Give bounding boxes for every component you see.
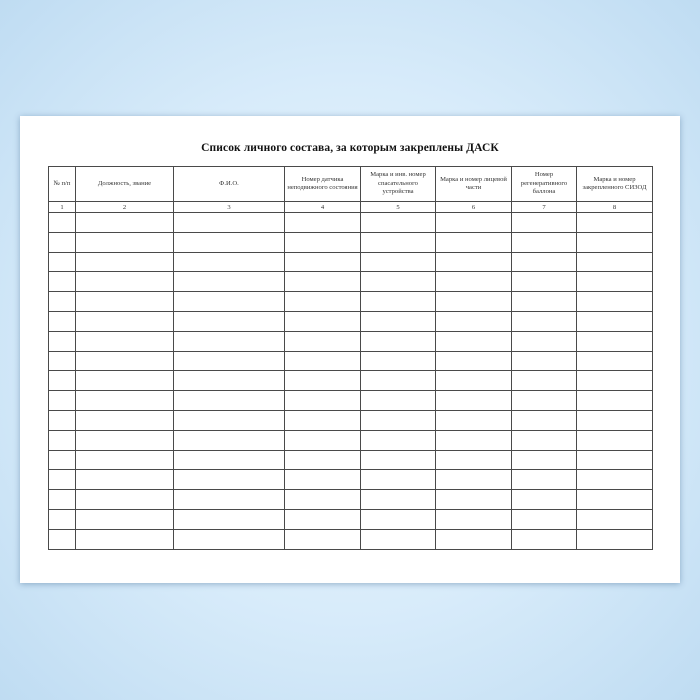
- table-cell: [285, 430, 361, 450]
- table-cell: [49, 213, 76, 233]
- table-cell: [174, 292, 285, 312]
- table-cell: [285, 351, 361, 371]
- table-cell: [361, 311, 436, 331]
- table-cell: [361, 410, 436, 430]
- table-cell: [436, 450, 512, 470]
- table-cell: [174, 509, 285, 529]
- table-cell: [76, 272, 174, 292]
- column-number: 5: [361, 202, 436, 213]
- table-cell: [49, 331, 76, 351]
- table-cell: [174, 430, 285, 450]
- table-cell: [436, 509, 512, 529]
- table-cell: [49, 351, 76, 371]
- table-cell: [285, 509, 361, 529]
- table-cell: [361, 391, 436, 411]
- table-row: [49, 490, 653, 510]
- document-title: Список личного состава, за которым закреплены ДАСК: [201, 142, 499, 154]
- table-cell: [436, 410, 512, 430]
- table-cell: [285, 232, 361, 252]
- table-cell: [577, 529, 653, 549]
- table-cell: [174, 450, 285, 470]
- table-row: [49, 391, 653, 411]
- table-cell: [512, 470, 577, 490]
- table-cell: [577, 272, 653, 292]
- table-cell: [174, 252, 285, 272]
- table-cell: [285, 331, 361, 351]
- column-number: 2: [76, 202, 174, 213]
- table-cell: [361, 292, 436, 312]
- table-cell: [174, 311, 285, 331]
- table-cell: [49, 252, 76, 272]
- table-cell: [512, 509, 577, 529]
- table-cell: [512, 272, 577, 292]
- table-cell: [76, 351, 174, 371]
- table-cell: [285, 252, 361, 272]
- table-cell: [285, 470, 361, 490]
- table-cell: [49, 371, 76, 391]
- table-cell: [361, 470, 436, 490]
- table-cell: [174, 351, 285, 371]
- table-cell: [436, 351, 512, 371]
- table-cell: [577, 450, 653, 470]
- table-cell: [76, 252, 174, 272]
- column-header: Номер регенеративного баллона: [512, 167, 577, 202]
- table-cell: [174, 213, 285, 233]
- table-cell: [285, 410, 361, 430]
- table-row: [49, 292, 653, 312]
- table-cell: [76, 490, 174, 510]
- table-cell: [49, 272, 76, 292]
- table-cell: [285, 529, 361, 549]
- table-cell: [512, 410, 577, 430]
- table-cell: [512, 529, 577, 549]
- table-row: [49, 509, 653, 529]
- personnel-table: [48, 166, 653, 550]
- table-row: [49, 351, 653, 371]
- table-cell: [285, 490, 361, 510]
- table-row: [49, 470, 653, 490]
- table-cell: [76, 470, 174, 490]
- column-number-row: [49, 202, 653, 213]
- table-header-row: [49, 167, 653, 202]
- column-number: 7: [512, 202, 577, 213]
- table-cell: [577, 331, 653, 351]
- table-cell: [436, 331, 512, 351]
- table-cell: [174, 490, 285, 510]
- table-cell: [174, 272, 285, 292]
- table-cell: [577, 391, 653, 411]
- table-cell: [436, 490, 512, 510]
- table-cell: [361, 490, 436, 510]
- table-cell: [174, 232, 285, 252]
- table-cell: [49, 509, 76, 529]
- table-cell: [76, 232, 174, 252]
- table-cell: [361, 331, 436, 351]
- table-cell: [512, 450, 577, 470]
- table-cell: [577, 490, 653, 510]
- table-cell: [577, 371, 653, 391]
- table-row: [49, 410, 653, 430]
- table-cell: [361, 213, 436, 233]
- table-row: [49, 252, 653, 272]
- table-cell: [436, 391, 512, 411]
- column-number: 8: [577, 202, 653, 213]
- table-cell: [76, 410, 174, 430]
- table-cell: [285, 272, 361, 292]
- table-cell: [361, 232, 436, 252]
- table-cell: [285, 391, 361, 411]
- table-cell: [512, 490, 577, 510]
- table-cell: [512, 351, 577, 371]
- table-cell: [361, 529, 436, 549]
- table-cell: [76, 213, 174, 233]
- table-cell: [577, 292, 653, 312]
- table-cell: [76, 529, 174, 549]
- table-cell: [436, 292, 512, 312]
- table-row: [49, 430, 653, 450]
- table-cell: [174, 391, 285, 411]
- table-row: [49, 232, 653, 252]
- table-cell: [76, 331, 174, 351]
- table-cell: [76, 371, 174, 391]
- table-cell: [361, 272, 436, 292]
- table-cell: [76, 292, 174, 312]
- table-cell: [174, 371, 285, 391]
- table-cell: [577, 232, 653, 252]
- table-row: [49, 450, 653, 470]
- table-cell: [174, 331, 285, 351]
- table-cell: [285, 213, 361, 233]
- table-cell: [76, 311, 174, 331]
- table-row: [49, 371, 653, 391]
- table-cell: [361, 450, 436, 470]
- table-cell: [577, 252, 653, 272]
- table-cell: [285, 292, 361, 312]
- table-row: [49, 213, 653, 233]
- table-cell: [174, 470, 285, 490]
- table-cell: [436, 232, 512, 252]
- table-cell: [361, 351, 436, 371]
- table-row: [49, 311, 653, 331]
- table-cell: [436, 430, 512, 450]
- table-cell: [49, 430, 76, 450]
- table-cell: [285, 371, 361, 391]
- table-cell: [49, 311, 76, 331]
- table-cell: [361, 430, 436, 450]
- table-cell: [49, 490, 76, 510]
- table-cell: [512, 430, 577, 450]
- table-cell: [174, 410, 285, 430]
- table-cell: [174, 529, 285, 549]
- table-cell: [436, 470, 512, 490]
- table-cell: [577, 509, 653, 529]
- table-cell: [512, 331, 577, 351]
- table-cell: [512, 213, 577, 233]
- table-cell: [436, 272, 512, 292]
- table-cell: [512, 292, 577, 312]
- column-header: № п/п: [49, 167, 76, 202]
- table-cell: [361, 371, 436, 391]
- table-cell: [577, 213, 653, 233]
- table-cell: [49, 470, 76, 490]
- table-cell: [49, 232, 76, 252]
- table-cell: [361, 252, 436, 272]
- table-cell: [49, 529, 76, 549]
- column-number: 4: [285, 202, 361, 213]
- column-header: Марка и номер закрепленного СИЗОД: [577, 167, 653, 202]
- table-cell: [436, 371, 512, 391]
- table-cell: [577, 311, 653, 331]
- table-cell: [49, 292, 76, 312]
- column-number: 3: [174, 202, 285, 213]
- column-number: 6: [436, 202, 512, 213]
- column-header: Номер датчика неподвижного состояния: [285, 167, 361, 202]
- table-cell: [512, 252, 577, 272]
- table-cell: [436, 529, 512, 549]
- table-cell: [436, 311, 512, 331]
- table-cell: [361, 509, 436, 529]
- document-sheet: [20, 116, 680, 583]
- table-cell: [49, 450, 76, 470]
- column-number: 1: [49, 202, 76, 213]
- column-header: Должность, звание: [76, 167, 174, 202]
- table-cell: [577, 351, 653, 371]
- table-cell: [76, 450, 174, 470]
- column-header: Марка и номер лицевой части: [436, 167, 512, 202]
- table-cell: [577, 410, 653, 430]
- table-cell: [285, 450, 361, 470]
- column-header: Ф.И.О.: [174, 167, 285, 202]
- table-cell: [577, 430, 653, 450]
- table-cell: [76, 430, 174, 450]
- table-cell: [512, 232, 577, 252]
- column-header: Марка и инв. номер спасательного устройства: [361, 167, 436, 202]
- table-cell: [436, 213, 512, 233]
- table-cell: [577, 470, 653, 490]
- table-cell: [76, 391, 174, 411]
- table-row: [49, 272, 653, 292]
- table-cell: [512, 311, 577, 331]
- table-cell: [436, 252, 512, 272]
- table-cell: [285, 311, 361, 331]
- table-cell: [512, 391, 577, 411]
- table-cell: [76, 509, 174, 529]
- table-row: [49, 331, 653, 351]
- table-cell: [49, 391, 76, 411]
- table-cell: [49, 410, 76, 430]
- table-cell: [512, 371, 577, 391]
- table-row: [49, 529, 653, 549]
